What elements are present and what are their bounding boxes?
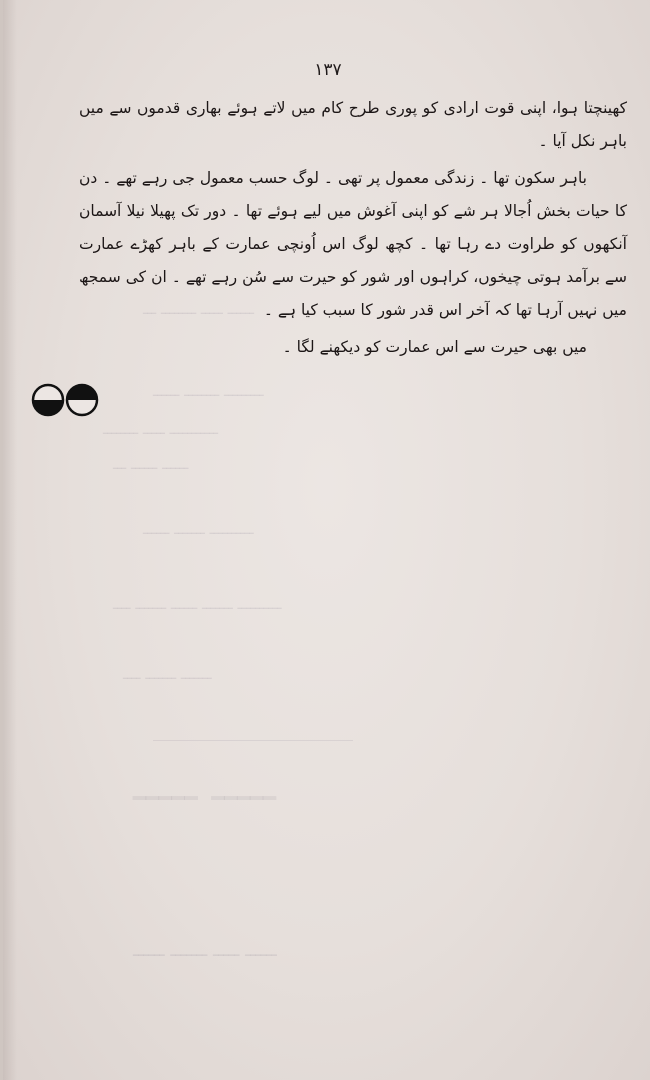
- bleed-through-text: ــــــــــ ـــــــ ــــــ ـــــــ ــــ: [113, 595, 282, 613]
- half-filled-circles-icon: [31, 383, 101, 417]
- bleed-through-text: ــــــ ـــــ ـــــــ ــــــ: [133, 940, 277, 961]
- paragraph: باہر سکون تھا ۔ زندگی معمول پر تھی ۔ لوگ حسب معمول جی رہے تھے ۔ دن کا حیات بخش اُجالا ہر شے کو اپنی آغوش میں لیے ہوئے تھا ۔ دور تک پھیلا نیلا آسمان آنکھوں کو طراوت دے رہا تھا ۔ کچھ لوگ اس اُونچی عمارت کے باہر کھڑے عمارت سے برآمد ہوتی چیخوں، کراہوں اور شور کو حیرت سے سُن رہے تھے ۔ ان کی سمجھ میں نہیں آرہا تھا کہ آخر اس قدر شور کا سبب کیا ہے ۔: [79, 169, 627, 319]
- page-number: ۱۳۷: [314, 60, 342, 80]
- spine-shadow: [3, 0, 17, 1080]
- bleed-through-text: ـــــــــ ــــــــ ــــــ: [153, 382, 264, 400]
- left-circle: [31, 385, 65, 417]
- bleed-through-text: ـــــــ ـــــــ ــــ: [123, 665, 212, 683]
- body-text: [79, 92, 627, 364]
- bleed-through-text: ــــــ ــــــ ـــ: [113, 455, 189, 473]
- bleed-through-rule: [153, 740, 353, 741]
- bleed-through-text: ـــــــــــ ـــــ ــــــــ: [103, 420, 219, 438]
- bleed-through-text: ــــــــــ ـــــــ ــــــ: [143, 520, 254, 538]
- paragraph: میں بھی حیرت سے اس عمارت کو دیکھنے لگا ۔: [282, 338, 587, 356]
- bleed-through-heading: ـــــ ـــــ: [133, 760, 276, 811]
- bleed-through-text: ــــــ ـــــ ــــــــ ـــ: [143, 300, 254, 318]
- right-circle: [65, 383, 99, 415]
- paragraph: کھینچتا ہوا، اپنی قوت ارادی کو پوری طرح کام میں لاتے ہوئے بھاری قدموں سے میں باہر نکل آیا ۔: [79, 99, 627, 150]
